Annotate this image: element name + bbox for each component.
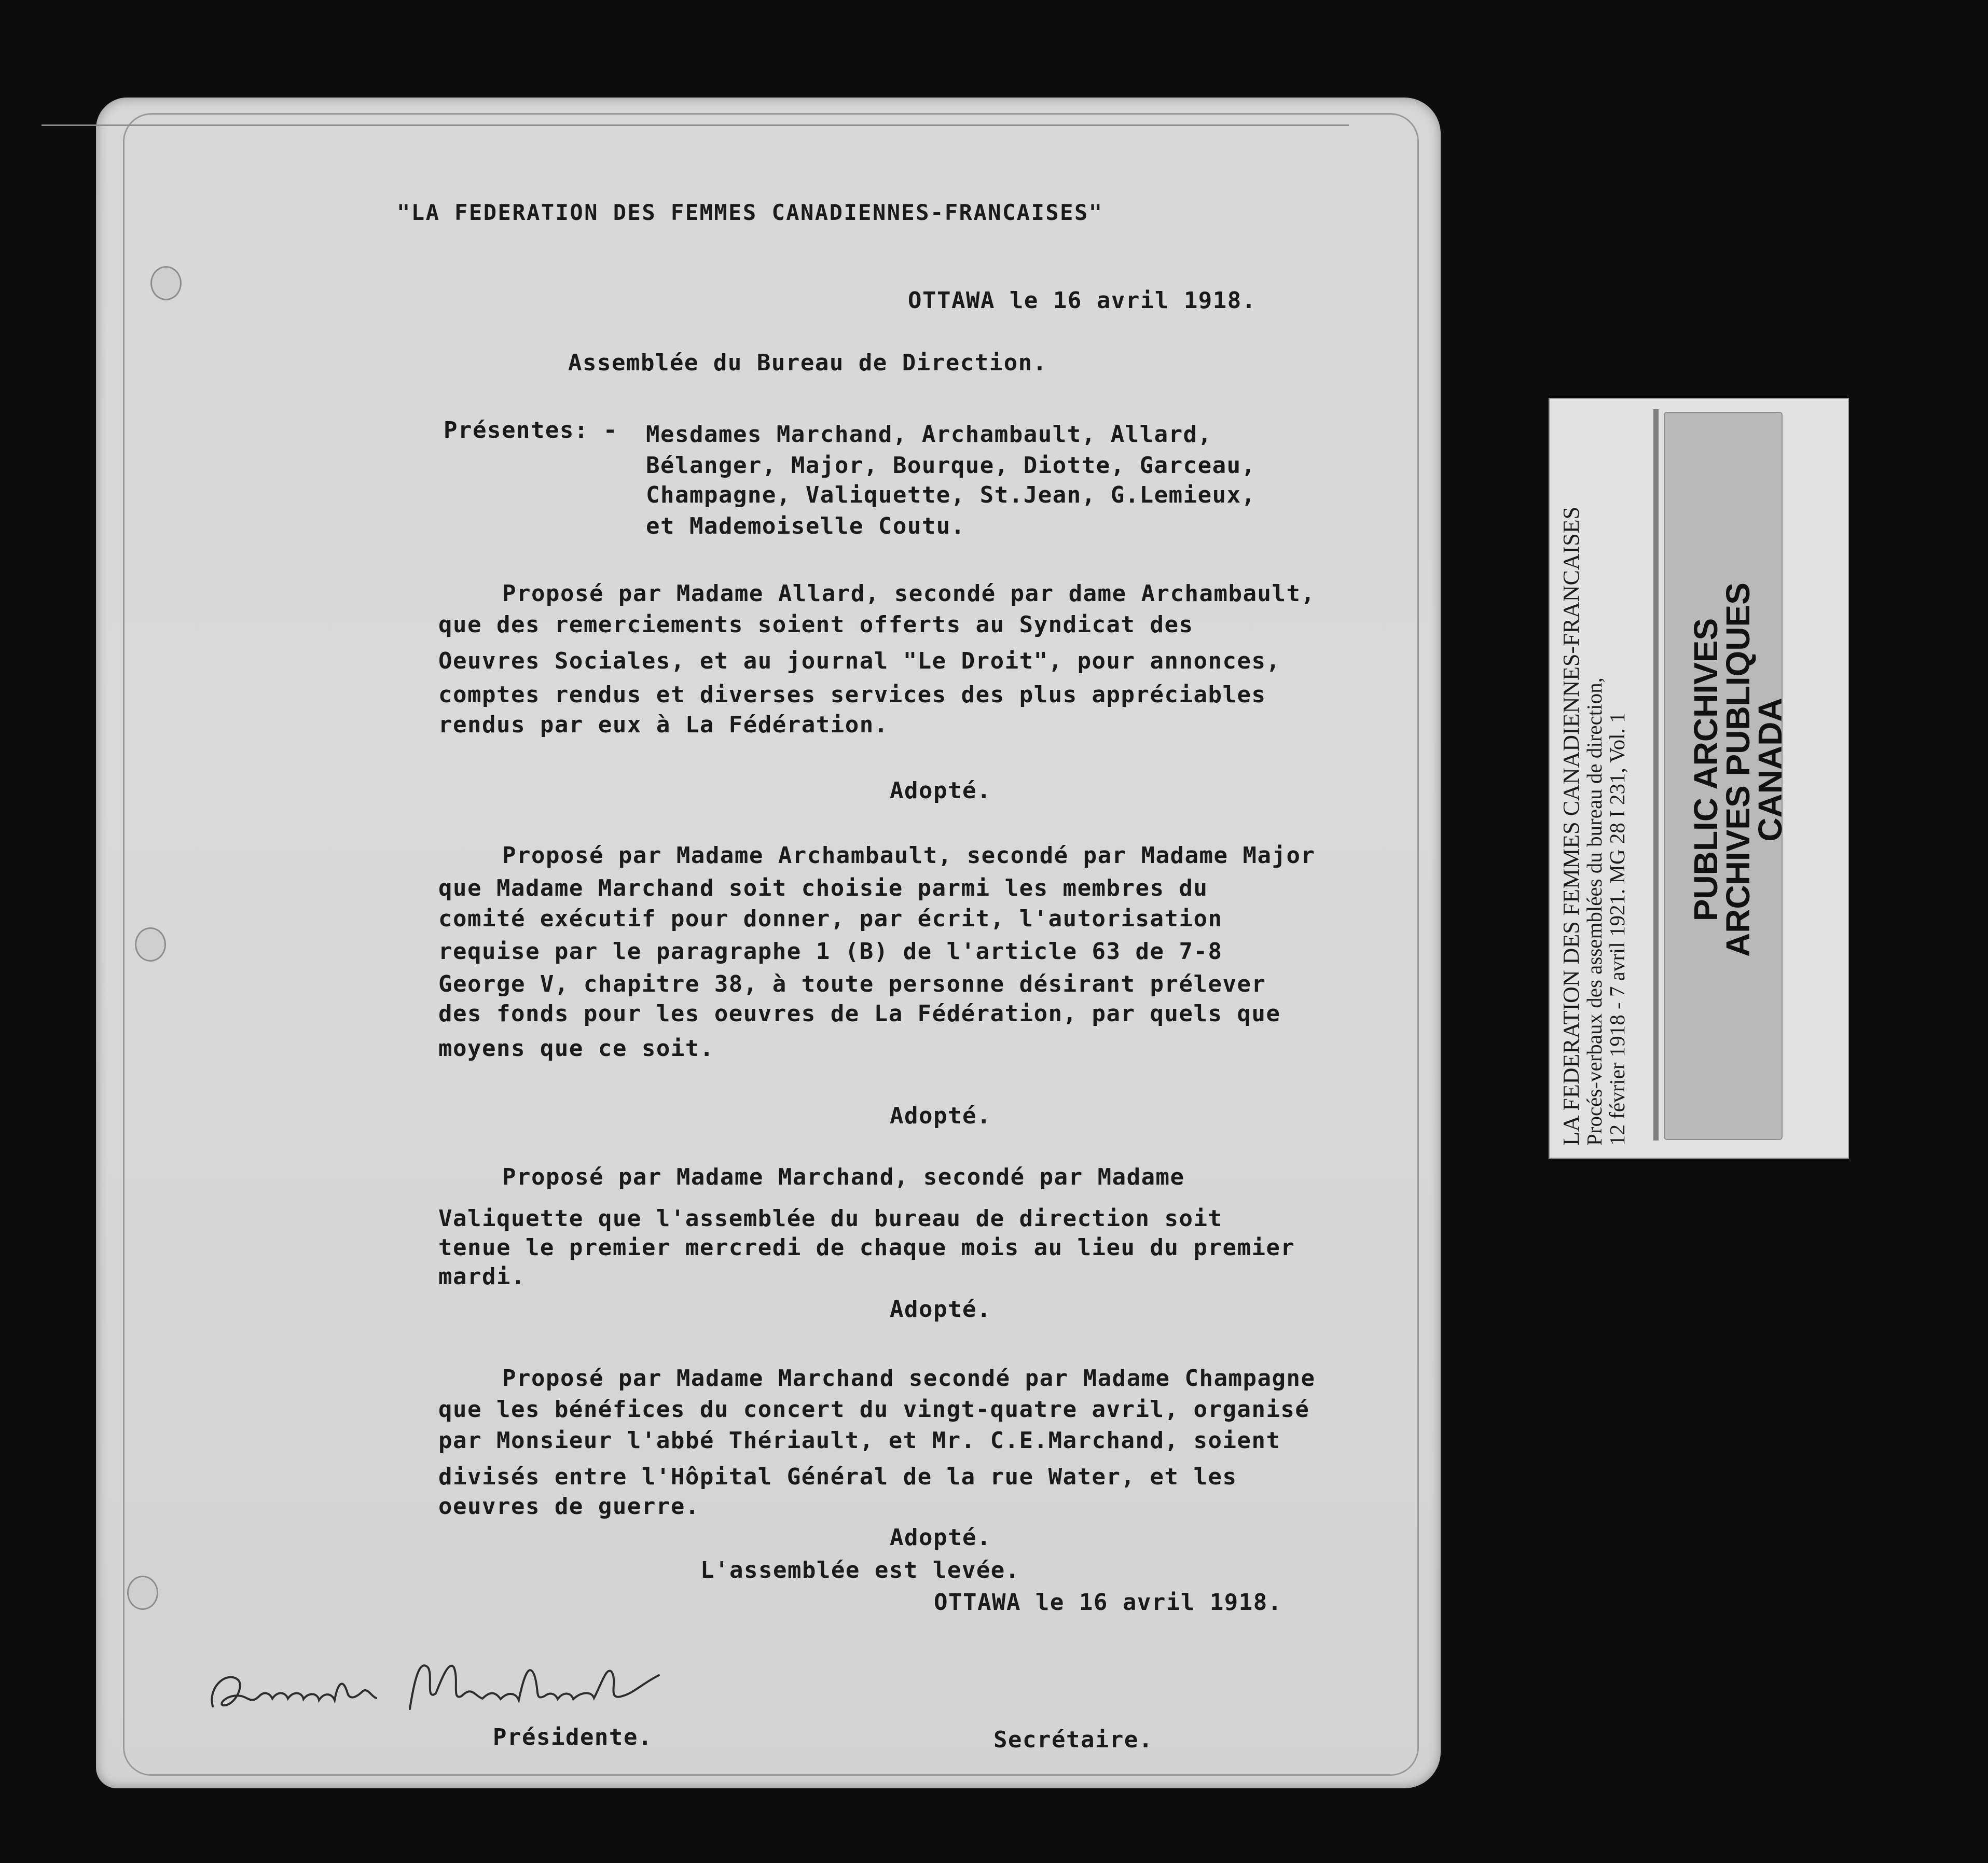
motion-1-adopted: Adopté. <box>890 777 991 804</box>
present-line: et Mademoiselle Coutu. <box>646 513 965 539</box>
motion-2-line: requise par le paragraphe 1 (B) de l'article 63 de 7-8 <box>438 938 1223 965</box>
motion-4-adopted: Adopté. <box>890 1524 991 1551</box>
meeting-adjourned: L'assemblée est levée. <box>700 1557 1020 1583</box>
motion-3-line: mardi. <box>438 1263 526 1290</box>
secretary-label: Secrétaire. <box>993 1727 1153 1753</box>
motion-4-line: divisés entre l'Hôpital Général de la rue Water, et les <box>438 1464 1237 1490</box>
motion-4-line: que les bénéfices du concert du vingt-quatre avril, organisé <box>438 1396 1310 1423</box>
motion-3-line: tenue le premier mercredi de chaque mois au lieu du premier <box>438 1234 1295 1261</box>
archive-caption-line: 12 février 1918 - 7 avril 1921. MG 28 I 231, Vol. 1 <box>1605 712 1629 1146</box>
motion-1-line: comptes rendus et diverses services des plus appréciables <box>438 682 1266 708</box>
meeting-date: OTTAWA le 16 avril 1918. <box>908 287 1257 314</box>
present-line: Mesdames Marchand, Archambault, Allard, <box>646 421 1212 448</box>
punch-hole-bottom <box>127 1576 158 1610</box>
letterhead-rule <box>42 124 1349 126</box>
archive-label-card <box>1549 398 1849 1159</box>
meeting-title: Assemblée du Bureau de Direction. <box>568 350 1047 376</box>
present-label: Présentes: - <box>444 417 618 443</box>
archive-caption-line: LA FEDERATION DES FEMMES CANADIENNES-FRANCAISES <box>1558 506 1584 1146</box>
motion-2-line: comité exécutif pour donner, par écrit, l'autorisation <box>438 906 1223 932</box>
motion-1-line: que des remerciements soient offerts au Syndicat des <box>438 611 1194 638</box>
motion-1-line: rendus par eux à La Fédération. <box>438 712 889 738</box>
motion-2-line: que Madame Marchand soit choisie parmi les membres du <box>438 875 1208 901</box>
president-signature <box>192 1644 700 1727</box>
president-label: Présidente. <box>493 1724 653 1750</box>
motion-1-line: Oeuvres Sociales, et au journal "Le Droit", pour annonces, <box>438 648 1281 674</box>
letterhead: "LA FEDERATION DES FEMMES CANADIENNES-FRANCAISES" <box>397 200 1103 225</box>
motion-1-line: Proposé par Madame Allard, secondé par dame Archambault, <box>502 580 1316 607</box>
present-line: Champagne, Valiquette, St.Jean, G.Lemieux, <box>646 482 1256 508</box>
archive-caption <box>1560 409 1628 1146</box>
archive-stamp-line: PUBLIC ARCHIVES <box>1687 618 1724 922</box>
punch-hole-top <box>150 266 182 300</box>
motion-4-line: Proposé par Madame Marchand secondé par Madame Champagne <box>502 1365 1316 1392</box>
archive-stamp <box>1687 420 1789 1120</box>
motion-4-line: par Monsieur l'abbé Thériault, et Mr. C.E.Marchand, soient <box>438 1427 1281 1454</box>
motion-2-adopted: Adopté. <box>890 1103 991 1129</box>
punch-hole-middle <box>135 927 166 962</box>
motion-3-line: Valiquette que l'assemblée du bureau de direction soit <box>438 1205 1223 1232</box>
present-line: Bélanger, Major, Bourque, Diotte, Garceau, <box>646 452 1256 479</box>
motion-2-line: des fonds pour les oeuvres de La Fédération, par quels que <box>438 1000 1281 1027</box>
motion-4-line: oeuvres de guerre. <box>438 1493 700 1520</box>
motion-2-line: moyens que ce soit. <box>438 1035 714 1062</box>
archive-tab-stripe <box>1653 409 1659 1141</box>
archive-stamp-line: ARCHIVES PUBLIQUES <box>1719 582 1757 957</box>
motion-2-line: George V, chapitre 38, à toute personne désirant prélever <box>438 971 1266 997</box>
archive-caption-line: Procés-verbaux des assemblées du bureau de direction, <box>1582 677 1606 1146</box>
closing-date: OTTAWA le 16 avril 1918. <box>934 1589 1282 1616</box>
archive-stamp-line: CANADA <box>1751 698 1789 842</box>
motion-3-line: Proposé par Madame Marchand, secondé par Madame <box>502 1164 1185 1190</box>
motion-3-adopted: Adopté. <box>890 1296 991 1323</box>
motion-2-line: Proposé par Madame Archambault, secondé par Madame Major <box>502 842 1316 869</box>
